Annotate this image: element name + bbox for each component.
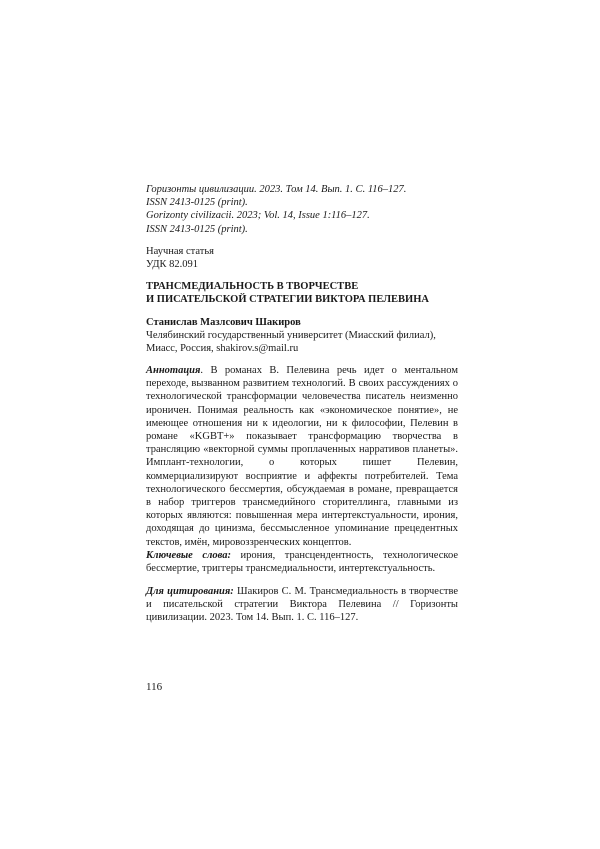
article-meta: [146, 245, 458, 271]
author-block: [146, 316, 458, 356]
abstract-text: . В романах В. Пелевина речь идет о ментальном переходе, вызванном развитием технологий. В своих рассуждениях о технологической трансформации человечества писатель неизменно ироничен. Понимая реальность как «экономическое понятие», не имеющее отношения ни к идеологии, ни к философии, Пелевин в романе «KGBT+» показывает трансформацию творчества в трансляцию «векторной суммы проплаченных нарративов планеты». Имплант-технологии, о которых пишет Пелевин, коммерциализируют восприятие и аффекты потребителей. Тема технологического бессмертия, обсуждаемая в романе, превращается в набор триггеров трансмедийного сторителлинга, главными из которых являются: повышенная мера интертекстуальности, ирония, доходящая до цинизма, бессмысленное упоминание прецедентных текстов, имён, мировоззренческих концептов.: [146, 365, 458, 548]
abstract-label: Аннотация: [146, 365, 201, 376]
citation-text: Шакиров С. М. Трансмедиальность в творчестве и писательской стратегии Виктора Пелевина // Горизонты цивилизации. 2023. Том 14. Вып. 1. С. 116–127.: [146, 586, 458, 624]
header-line-2: ISSN 2413-0125 (print).: [146, 197, 248, 209]
author-location: Миасс, Россия, shakirov.s@mail.ru: [146, 343, 299, 355]
header-line-4: ISSN 2413-0125 (print).: [146, 223, 248, 235]
citation-label: Для цитирования:: [146, 586, 234, 597]
keywords-text: ирония, трансцендентность, технологическое бессмертие, триггеры трансмедиальности, интертекстуальность.: [146, 550, 458, 575]
article-title: [146, 280, 466, 306]
title-line-2: И ПИСАТЕЛЬСКОЙ СТРАТЕГИИ ВИКТОРА ПЕЛЕВИНА: [146, 294, 429, 306]
page-number: 116: [146, 681, 163, 693]
keywords: [146, 549, 458, 575]
udk-code: УДК 82.091: [146, 259, 199, 271]
citation: [146, 585, 458, 625]
article-type: Научная статья: [146, 246, 214, 257]
title-line-1: ТРАНСМЕДИАЛЬНОСТЬ В ТВОРЧЕСТВЕ: [146, 281, 359, 292]
author-affiliation: Челябинский государственный университет (Миасский филиал),: [146, 330, 436, 342]
header-line-1: Горизонты цивилизации. 2023. Том 14. Вып. 1. С. 116–127.: [146, 184, 407, 195]
abstract: [146, 364, 458, 549]
author-name: Станислав Мазлсович Шакиров: [146, 317, 301, 328]
keywords-label: Ключевые слова:: [146, 550, 231, 561]
journal-header: [146, 183, 458, 236]
header-line-3: Gorizonty civilizacii. 2023; Vol. 14, Issue 1:116–127.: [146, 210, 370, 222]
